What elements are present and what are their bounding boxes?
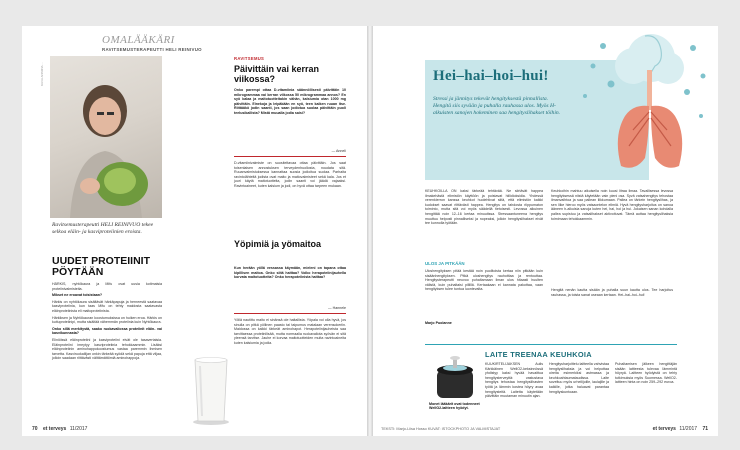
device-box-title: LAITE TREENAA KEUHKOIA: [485, 350, 592, 359]
portrait-photo: [50, 56, 162, 218]
body-paragraph: Härkis on nyhtökaura sisältävät härkäpapuja ja herneestä saatavaa kasviproteiinia, kun taas Mifu on tehty maidosta saatavasta eläinproteiinista eli maitoproteiinista.: [52, 299, 162, 313]
right-col1-signature: Marjo Puolanne: [425, 321, 452, 325]
device-col1: KUUKIRTELIJAKSEN Aulis Kärkkäinen WellO2-keksinnössä yhdistyy kaksi hyvää havaittua hengitysterveyttä: vastustava hengitys tehostaa hengityslihasten työtä ja lämmin kostea höyry avaa hengitysteitä. Laitetta käytetään päivittäin muutaman minuutin ajan.: [485, 362, 543, 399]
column-title: OMALÄÄKÄRI: [102, 34, 175, 46]
photo-caption: Ravitsemusterapeutti HELI REINIVUO tekee selkoa eläin- ja kasviproteiinien eroista.: [52, 222, 154, 235]
right-col2-end: Hengitä nenän kautta sisään ja puhalla suun kautta ulos. Tee harjoitus rauhassa, ja toista sanat useaan kertaan. Hei–hai–hoi–hui!: [551, 288, 673, 297]
question1-title: Päivittäin vai kerran viikossa?: [234, 64, 320, 84]
photo-credit: KUVA ANNIINA ...: [40, 62, 44, 86]
lungs-icon: [563, 26, 718, 186]
answer1-body: D-vitamiinivalmiste on suositeltavaa ottaa päivittäin. Jos saat toisenlaisen annostuksen terveydenhuollosta, noudata sitä. Ruuanvalmistuksessa kannattaa suosia jodioitua suolaa. Parhaita ravintolähteitä jodista ovat maito ja maitovalmisteet sekä kala. Jos et juuri käytä maitotuotteita, jodin saanti voi jäädä vajaaksi. Ravintoaineet, kuten kalsium ja jodi, on hyvä ottaa tarpeen mukaan.: [234, 161, 346, 188]
question2-signature: — Hannele: [328, 306, 346, 310]
answer-divider: [234, 156, 346, 157]
body-question: Onko sillä merkitystä, saako ruokavaliossa proteiinit eläin- vai kasvikunnasta?: [52, 326, 162, 336]
milk-glass-photo: [190, 356, 232, 426]
answer-divider: [234, 313, 346, 314]
body-paragraph: Härkiksen ja Nyhtökauran koostumuksissa on huiken eroa. Härkis on kuituproteiinipi, mutta sisältää vähemmän proteiinia kuin Nyhtökaura.: [52, 315, 162, 325]
magazine-name: et terveys: [652, 426, 676, 432]
device-caption: Monet lääkärit ovat todenneet WellO2-laitteen hyödyt.: [429, 402, 480, 411]
article-body: [52, 282, 162, 363]
device-col2: Hengitysharjoittelu laitteella vahvistaa hengityslihaksia ja voi helpottaa oireita esimerkiksi astmassa ja keuhkoahtaumataudissa. Laite soveltuu myös urheilijoille, laulajille ja kaikille, jotka haluavat parantaa hengityskuntoaan.: [549, 362, 609, 394]
right-footer: [653, 422, 708, 436]
body-question: Mikset ne eroavat toisistaan?: [52, 293, 103, 298]
device-col3: Puhaltamisen jälkeen hengittäjän sisään laitteesta tulevaa lämmintä höyryä. Laitteen hyödyistä on tehty tutkimuksia myös Suomessa. WellO2-laitteen hinta on noin 259–292 euroa.: [615, 362, 677, 385]
intro-text: Stressi ja jännitys tekevät hengityksestä pinnallista. Hengitä siis syvään ja puhalla rauhassa ulos. Myös H-alkuisten sanojen hokeminen saa hengityslihakset töihin.: [433, 96, 561, 116]
portrait-illustration: [50, 56, 162, 218]
question1-body: Onko parempi ottaa D-vitamiinia säännöllisesti päivittäin 10 mikrogrammaa vai kerran viikossa 50 mikrogrammaa annos? En syö kalaa ja maitotuotteitakin vähän, kalsiumia otan 1000 mg päivittäin. Einekoja ja leipäkään en syö, teen kaiken ruuan itse. Riittääkö jodin saanti, jos saan jodiotua suolaa päivittäin puoli teelusikallista? Mistä muualla jodia saisi?: [234, 88, 346, 115]
question2-title: Yöpimiä ja yömaitoa: [234, 239, 322, 249]
question2-body: Kun herään yöllä vessassa käymään, mieleni on tapana ottaa kipillisen maitoa. Onko siitä haittaa? Voiko herapoteiinijauhella korvata maitotuotteita? Onko herapoteiinista haittaa?: [234, 266, 346, 280]
right-footer-credit: TEKSTI: Marjo-Liisa Hosso KUVAT: ISTOCKPHOTO JA VALMISTAJAT: [381, 427, 501, 431]
left-page: [22, 26, 367, 436]
body-paragraph: HÄRKIS, nyhtökaura ja Mifu ovat uusia kotimaisia proteiinivalmisteita.: [52, 282, 162, 291]
wello2-device-illustration: [429, 356, 485, 402]
column-subtitle: RAVITSEMUSTERAPEUTTI HELI REINIVUO: [102, 47, 202, 52]
answer2-body: Yöllä nautittu maito ei sinänsä ole haitallista. Yöpala voi olla hyvä, jos sinulla on pitkä yöllinen paasto tai taipumus matalaan verensokeriin. Maidossa on kaikki tärkeät aminohapot. Herapoteiinijauheista saa tarvittaessa proteiinilisää, mutta normaalia ruokavaliota syövän ei sitä yleensä tarvitse. Jauhe ei korvaa maitotuotteiden muita ravintoaineita kuten kalsiumia ja jodia.: [234, 318, 346, 345]
right-col1-body2: Uloshengityksen pitää kestää noin puolitoista kertaa niin pitkään kuin sisäänhengityksen. Pitkä uloshengitys rauhoittaa ja rentouttaa. Hengitysterapeutti neuvoo puhaltamaan ilman ulos hitaasti huulten välistä, kuin puhaltaisi pillillä. Kertaakaan ei kannata pakottaa, vaan hengityksen tulee tuntua luontevalta.: [425, 269, 543, 292]
left-footer: [32, 422, 87, 436]
right-page: [373, 26, 718, 436]
headline: Hei–hai–hoi–hui!: [433, 68, 549, 84]
milk-glass-illustration: [190, 356, 232, 426]
magazine-name: et terveys: [42, 426, 67, 432]
question1-signature: — Anneli: [331, 149, 346, 153]
issue-number: 11/2017: [69, 426, 88, 432]
right-col2-body: Keuhkoihin mahtuu aikuisella noin kuusi litraa ilmaa. Tavallisessa levossa hengityksessä niistä käytetään vain pieni osa. Syvä vatsahengitys tehostaa ilmanvaihtoa ja saa pallean liikkumaan. Pallea on tärkein hengityslihas, ja sen liike hieroo myös vatsaontelon elimiä. Hyvä hengitysharjoitus on sanoa ääneen h-alkuisia sanoja kuten hei, hai, hoi ja hui. Jokaisen sanan kohdalla pallea supistuu ja vatsalihakset aktivoituvat. Tämä auttaa hengityslihaksia toimimaan tehokkaammin.: [551, 189, 673, 221]
body-paragraph: Eliniöissä eläinproteiini ja kasviproteiini eivät ole tasavertaisia. Eläinproteiini imeytyy kasviproteiinia tehokkaammin. Lisäksi eläinproteiinin aminohappokoostumus vastaa paremmin ihmisen tarvetta. Kasviruokailijan onkin tärkeää syödä sekä papuja että viljaa, jolloin saadaan riittävästi välttämättömiä aminohappoja.: [52, 337, 162, 361]
page-number: 71: [702, 426, 708, 432]
page-number: 70: [32, 426, 38, 432]
right-col1-subhead: ULOS JA PITKÄÄN: [425, 261, 465, 266]
device-photo: [429, 356, 485, 402]
issue-number: 11/2017: [679, 426, 698, 432]
right-col1-body: KEUHKOILLA ON kaksi tärkeää tehtävää. Ne siirtävät happea ilmakehästä elimistön käyttöön ja poistavat hiilidioksidia. Yhdessä verenkierron kanssa keuhkot huolehtivat siitä, että elimistön kaikki kudokset saavat riittävästi happea. Hengitys on tahdosta riippumaton toiminto, mutta sitä voi myös säädellä tietoisesti. Levossa aikuinen hengittää noin 12–16 kertaa minuutissa. Stressaantuneena hengitys muuttuu helposti pinnalliseksi ja nopeaksi, jolloin hengityslihakset eivät tee kunnolla työtään.: [425, 189, 543, 226]
lung-illustration: [563, 26, 718, 186]
section-tag: RAVITSEMUS: [234, 56, 265, 61]
article-heading: UUDET PROTEIINIT PÖYTÄÄN: [52, 255, 151, 278]
